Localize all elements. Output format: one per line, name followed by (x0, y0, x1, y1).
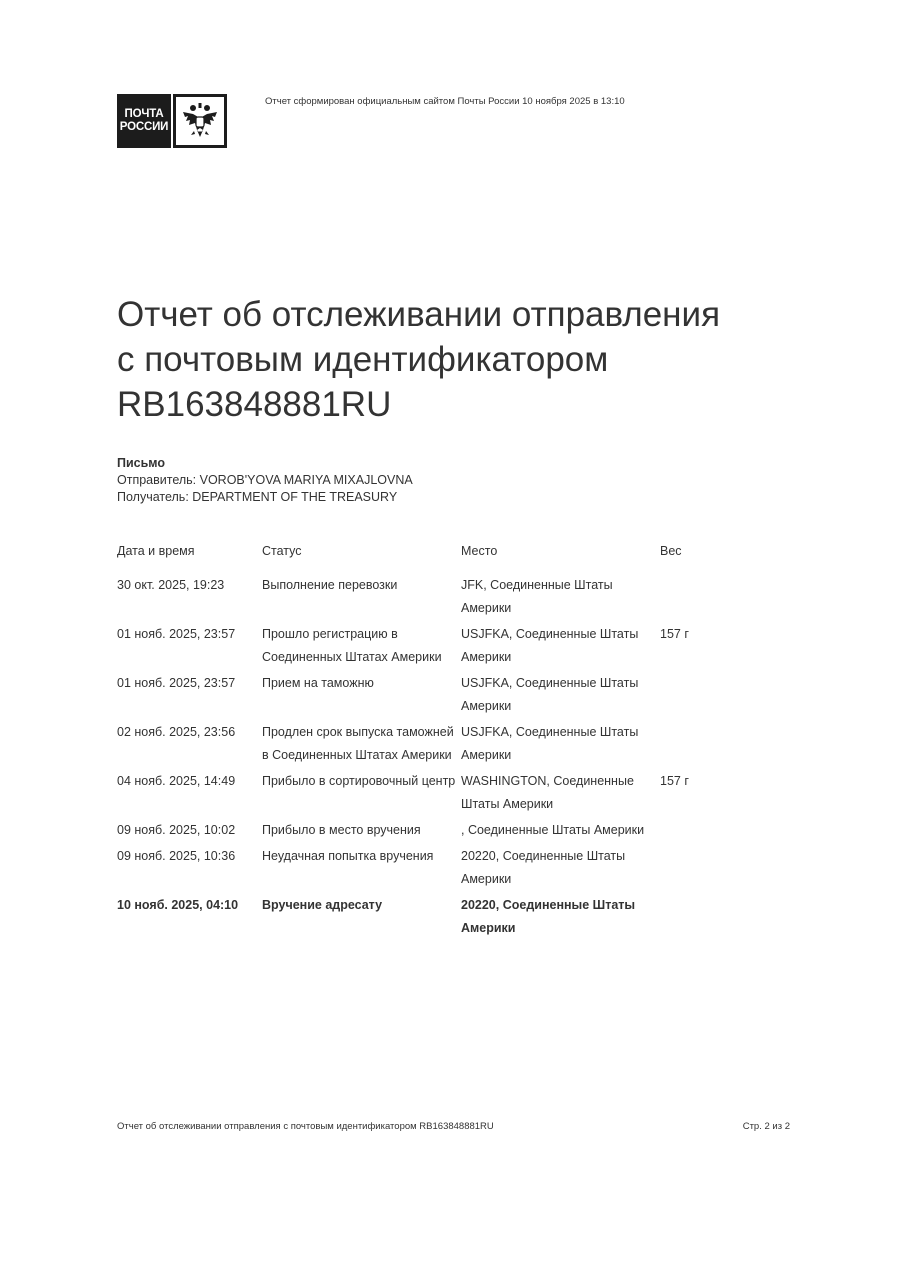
table-row (117, 719, 817, 767)
tracking-number: RB163848881RU (117, 385, 392, 424)
cell-status: Прошло регистрацию в Соединенных Штатах Америки (262, 627, 442, 664)
pochta-rossii-logo (117, 94, 227, 148)
cell-datetime: 04 нояб. 2025, 14:49 (117, 774, 236, 788)
cell-status: Выполнение перевозки (262, 578, 398, 592)
cell-place: USJFKA, Соединенные Штаты Америки (461, 725, 639, 762)
column-header-status: Статус (262, 544, 302, 558)
logo-line-1: ПОЧТА (124, 108, 164, 120)
table-row (117, 768, 817, 816)
cell-weight (660, 574, 720, 620)
cell-status: Неудачная попытка вручения (262, 849, 434, 863)
cell-status: Прием на таможню (262, 676, 374, 690)
cell-place: USJFKA, Соединенные Штаты Америки (461, 676, 639, 713)
cell-place: WASHINGTON, Соединенные Штаты Америки (461, 774, 634, 811)
logo-line-2: РОССИИ (119, 121, 169, 133)
cell-weight: 157 г (660, 774, 689, 788)
tracking-table (117, 538, 817, 941)
cell-place: 20220, Соединенные Штаты Америки (461, 898, 636, 935)
logo-wordmark (117, 94, 171, 148)
column-header-place: Место (461, 544, 498, 558)
cell-weight (660, 672, 720, 718)
cell-weight: 157 г (660, 627, 689, 641)
cell-place: JFK, Соединенные Штаты Америки (461, 578, 613, 615)
cell-datetime: 30 окт. 2025, 19:23 (117, 578, 225, 592)
page-number: Стр. 2 из 2 (742, 1121, 790, 1132)
shipment-info (117, 455, 413, 506)
table-row-final (117, 892, 817, 940)
cell-weight (660, 845, 720, 891)
cell-datetime: 02 нояб. 2025, 23:56 (117, 725, 236, 739)
report-generated-note: Отчет сформирован официальным сайтом Почты России 10 ноября 2025 в 13:10 (265, 96, 625, 107)
cell-datetime: 01 нояб. 2025, 23:57 (117, 676, 236, 690)
table-row (117, 843, 817, 891)
sender: Отправитель: VOROB'YOVA MARIYA MIXAJLOVNA (117, 473, 413, 487)
footer-report-title: Отчет об отслеживании отправления с почтовым идентификатором RB163848881RU (117, 1121, 494, 1132)
cell-place: USJFKA, Соединенные Штаты Америки (461, 627, 639, 664)
table-row (117, 572, 817, 620)
cell-weight (660, 819, 720, 842)
cell-weight (660, 721, 720, 767)
cell-datetime: 09 нояб. 2025, 10:36 (117, 849, 236, 863)
page-title (117, 292, 817, 427)
title-line-2: с почтовым идентификатором (117, 340, 609, 379)
cell-status: Прибыло в сортировочный центр (262, 774, 456, 788)
double-headed-eagle-icon (179, 100, 221, 142)
cell-status: Прибыло в место вручения (262, 823, 421, 837)
table-row (117, 621, 817, 669)
column-header-datetime: Дата и время (117, 544, 195, 558)
cell-status: Вручение адресату (262, 898, 383, 912)
table-row (117, 670, 817, 718)
cell-place: 20220, Соединенные Штаты Америки (461, 849, 626, 886)
cell-datetime: 10 нояб. 2025, 04:10 (117, 898, 239, 912)
table-header (117, 538, 817, 563)
table-row (117, 817, 817, 842)
recipient: Получатель: DEPARTMENT OF THE TREASURY (117, 490, 398, 504)
shipment-type: Письмо (117, 456, 166, 470)
cell-datetime: 01 нояб. 2025, 23:57 (117, 627, 236, 641)
cell-weight (660, 894, 720, 940)
cell-status: Продлен срок выпуска таможней в Соединенных Штатах Америки (262, 725, 454, 762)
cell-place: , Соединенные Штаты Америки (461, 823, 645, 837)
column-header-weight: Вес (660, 544, 682, 558)
cell-datetime: 09 нояб. 2025, 10:02 (117, 823, 236, 837)
title-line-1: Отчет об отслеживании отправления (117, 295, 721, 334)
